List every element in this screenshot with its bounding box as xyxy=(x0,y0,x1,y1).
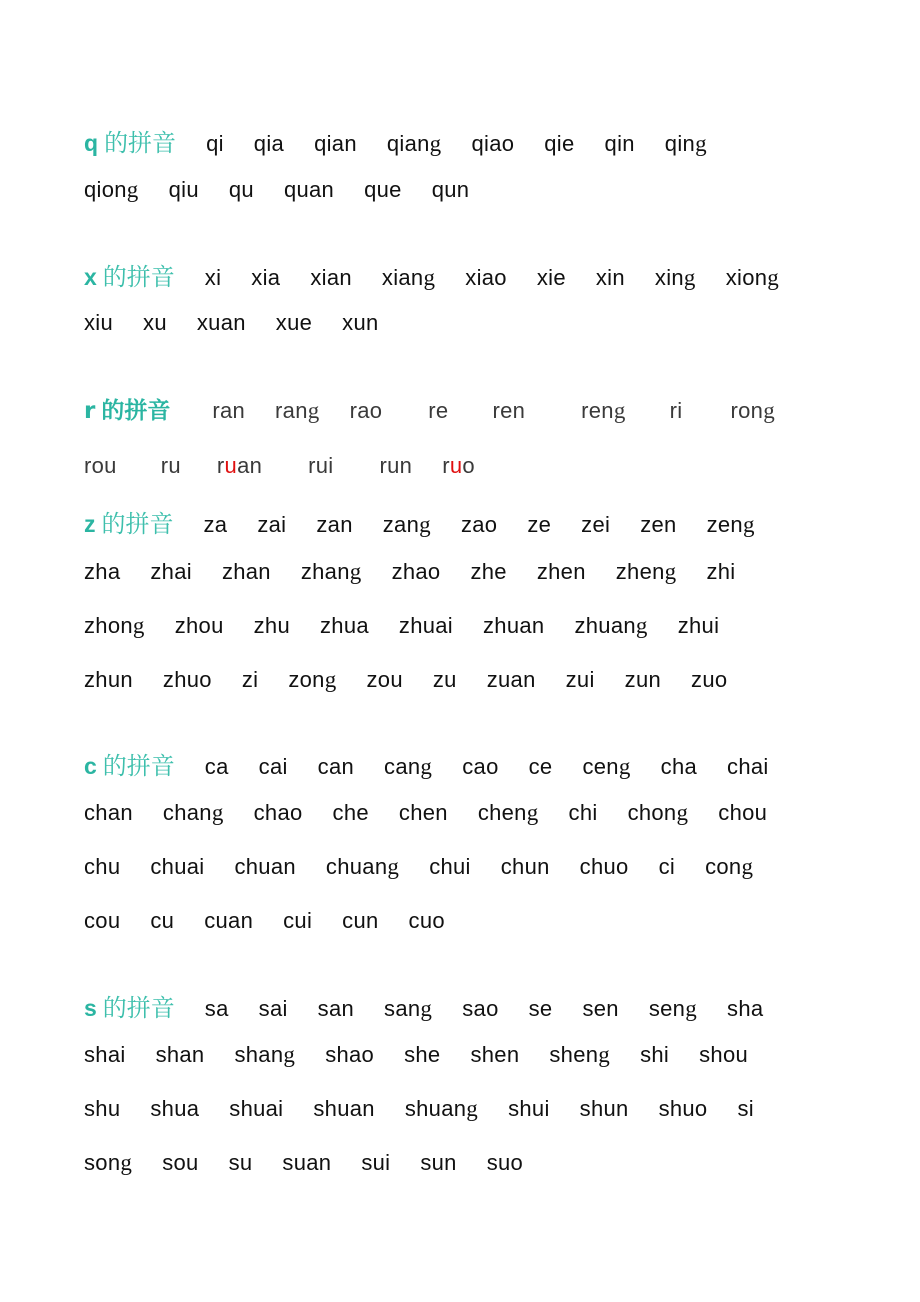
syllable: su xyxy=(228,1150,253,1175)
syllable: qiu xyxy=(168,177,199,202)
syllable: zhe xyxy=(470,559,507,584)
syllable: xian xyxy=(310,265,352,290)
heading-suffix: 的拼音 xyxy=(101,510,174,538)
syllable: cuo xyxy=(408,908,445,933)
syllable: chuan xyxy=(234,854,296,879)
syllable: qu xyxy=(228,177,254,202)
syllable: zi xyxy=(241,667,259,692)
syllable-row xyxy=(84,1042,748,1076)
syllable: zhuo xyxy=(162,667,212,692)
syllable: qi xyxy=(206,131,224,156)
syllable: cu xyxy=(150,908,175,933)
syllable: sang xyxy=(384,996,433,1021)
syllable-row xyxy=(84,453,475,487)
syllable-row xyxy=(84,746,769,780)
syllable: qing xyxy=(664,131,707,156)
syllable: si xyxy=(737,1096,754,1121)
syllable: zhong xyxy=(84,613,145,638)
syllable: xiao xyxy=(465,265,507,290)
initial-letter: s xyxy=(84,995,97,1021)
syllable: zang xyxy=(382,512,431,537)
syllable: can xyxy=(317,754,355,779)
initial-letter: x xyxy=(84,264,97,290)
syllable: ca xyxy=(204,754,229,779)
syllable: zhu xyxy=(253,613,290,638)
syllable: zhou xyxy=(174,613,224,638)
syllable: zong xyxy=(288,667,337,692)
syllable: xing xyxy=(654,265,696,290)
syllable-row xyxy=(84,177,469,211)
syllable: sui xyxy=(361,1150,391,1175)
syllable: zhai xyxy=(150,559,192,584)
heading-suffix: 的拼音 xyxy=(102,994,175,1022)
section-heading xyxy=(84,257,175,292)
syllable: qun xyxy=(431,177,470,202)
syllable: sai xyxy=(258,996,288,1021)
syllable: chuang xyxy=(325,854,400,879)
syllable-row xyxy=(84,800,767,834)
syllable: qin xyxy=(604,131,635,156)
syllable: sheng xyxy=(549,1042,611,1067)
syllable: shua xyxy=(150,1096,200,1121)
syllable: shuan xyxy=(313,1096,375,1121)
syllable: seng xyxy=(648,996,698,1021)
syllable-row xyxy=(84,908,445,942)
highlighted-letter: u xyxy=(449,453,463,478)
syllable: chuai xyxy=(150,854,205,879)
syllable: sun xyxy=(420,1150,457,1175)
syllable: san xyxy=(317,996,355,1021)
syllable-row xyxy=(84,667,727,701)
syllable: chui xyxy=(429,854,471,879)
syllable: rong xyxy=(730,398,775,423)
syllable: zhuai xyxy=(398,613,453,638)
syllable: cao xyxy=(462,754,499,779)
syllable: shuai xyxy=(229,1096,284,1121)
syllable: chun xyxy=(500,854,550,879)
syllable: zhao xyxy=(391,559,441,584)
syllable: suo xyxy=(486,1150,524,1175)
syllable: xia xyxy=(251,265,281,290)
syllable: quan xyxy=(283,177,335,202)
syllable: shuo xyxy=(658,1096,708,1121)
syllable: shuang xyxy=(404,1096,479,1121)
syllable: que xyxy=(364,177,402,202)
syllable: rui xyxy=(308,453,334,478)
syllable: shu xyxy=(84,1096,121,1121)
syllable: chang xyxy=(162,800,224,825)
syllable: chai xyxy=(727,754,769,779)
syllable: zui xyxy=(565,667,595,692)
syllable: chi xyxy=(568,800,598,825)
syllable: shui xyxy=(508,1096,550,1121)
syllable-row xyxy=(84,988,763,1022)
syllable: cheng xyxy=(477,800,539,825)
section-heading xyxy=(84,504,174,539)
syllable: she xyxy=(404,1042,441,1067)
syllable: rao xyxy=(349,398,383,423)
syllable: zun xyxy=(624,667,662,692)
syllable: sao xyxy=(462,996,499,1021)
syllable: qia xyxy=(253,131,285,156)
syllable: se xyxy=(528,996,553,1021)
syllable: chen xyxy=(398,800,448,825)
syllable: xiang xyxy=(381,265,436,290)
syllable: zeng xyxy=(706,512,755,537)
syllable: shan xyxy=(155,1042,205,1067)
syllable: ce xyxy=(528,754,553,779)
syllable: zai xyxy=(257,512,287,537)
syllable: cai xyxy=(258,754,288,779)
syllable: zhen xyxy=(536,559,586,584)
syllable: zei xyxy=(581,512,611,537)
syllable: shang xyxy=(234,1042,296,1067)
syllable: qiao xyxy=(471,131,515,156)
syllable: suan xyxy=(282,1150,332,1175)
syllable: ri xyxy=(669,398,683,423)
syllable: zuan xyxy=(486,667,536,692)
syllable: cun xyxy=(342,908,379,933)
syllable: rou xyxy=(84,453,117,478)
syllable: reng xyxy=(581,398,626,423)
syllable: che xyxy=(332,800,369,825)
syllable-row xyxy=(84,310,379,344)
syllable: song xyxy=(84,1150,133,1175)
syllable: xie xyxy=(536,265,566,290)
syllable: zhui xyxy=(677,613,720,638)
highlighted-letter: u xyxy=(224,453,238,478)
syllable: ran xyxy=(212,398,246,423)
heading-suffix: 的拼音 xyxy=(101,398,171,424)
syllable-row xyxy=(84,613,719,647)
syllable: zu xyxy=(432,667,457,692)
syllable: zhun xyxy=(84,667,133,692)
syllable: ceng xyxy=(582,754,631,779)
syllable: chao xyxy=(253,800,303,825)
initial-letter: z xyxy=(84,511,96,537)
heading-suffix: 的拼音 xyxy=(102,752,175,780)
syllable: xin xyxy=(595,265,625,290)
syllable: chou xyxy=(718,800,768,825)
syllable: zhuan xyxy=(483,613,545,638)
syllable: zen xyxy=(640,512,677,537)
heading-suffix: 的拼音 xyxy=(102,263,175,291)
syllable: xue xyxy=(275,310,313,335)
syllable: shi xyxy=(640,1042,670,1067)
syllable: zan xyxy=(316,512,353,537)
section-heading xyxy=(84,123,176,158)
section-heading xyxy=(84,988,175,1023)
syllable-row xyxy=(84,1096,754,1130)
initial-letter: r xyxy=(84,398,96,424)
syllable: qiang xyxy=(386,131,442,156)
syllable: qian xyxy=(314,131,357,156)
syllable-row xyxy=(84,504,755,538)
syllable: cang xyxy=(384,754,433,779)
syllable: shou xyxy=(699,1042,749,1067)
syllable: xiu xyxy=(84,310,114,335)
syllable: shai xyxy=(84,1042,126,1067)
syllable: chong xyxy=(627,800,689,825)
syllable: zhua xyxy=(320,613,369,638)
syllable: cuan xyxy=(204,908,254,933)
syllable-row xyxy=(84,257,779,291)
syllable: chan xyxy=(84,800,133,825)
syllable-row xyxy=(84,1150,523,1184)
section-heading xyxy=(84,746,175,781)
syllable: xun xyxy=(342,310,379,335)
syllable: rang xyxy=(275,398,320,423)
syllable: xuan xyxy=(196,310,246,335)
syllable: zhan xyxy=(221,559,271,584)
syllable: zao xyxy=(460,512,498,537)
syllable: zhang xyxy=(300,559,362,584)
syllable: xi xyxy=(204,265,222,290)
syllable: ruo xyxy=(442,453,475,478)
syllable: re xyxy=(428,398,449,423)
syllable: zha xyxy=(84,559,121,584)
syllable: ru xyxy=(160,453,181,478)
syllable: zhi xyxy=(706,559,736,584)
syllable: ruan xyxy=(216,453,263,478)
syllable: qiong xyxy=(84,177,139,202)
syllable: cha xyxy=(660,754,698,779)
syllable: cou xyxy=(84,908,121,933)
syllable: xu xyxy=(143,310,167,335)
section-heading xyxy=(84,392,170,425)
heading-suffix: 的拼音 xyxy=(104,129,177,157)
syllable: ci xyxy=(658,854,676,879)
syllable: cong xyxy=(705,854,754,879)
syllable: shun xyxy=(579,1096,629,1121)
syllable-row xyxy=(84,854,753,888)
initial-letter: c xyxy=(84,753,97,779)
initial-letter: q xyxy=(84,130,99,156)
syllable: sen xyxy=(582,996,619,1021)
syllable: cui xyxy=(283,908,313,933)
syllable: zheng xyxy=(615,559,677,584)
syllable: sa xyxy=(204,996,229,1021)
syllable: zhuang xyxy=(574,613,648,638)
syllable: zuo xyxy=(691,667,728,692)
syllable: ze xyxy=(527,512,552,537)
syllable: run xyxy=(379,453,413,478)
syllable: chuo xyxy=(579,854,629,879)
syllable-row xyxy=(84,123,707,157)
syllable: sou xyxy=(162,1150,199,1175)
syllable: zou xyxy=(366,667,403,692)
syllable-row xyxy=(84,392,775,426)
syllable: ren xyxy=(492,398,526,423)
syllable: za xyxy=(203,512,228,537)
syllable: sha xyxy=(727,996,764,1021)
syllable: qie xyxy=(544,131,575,156)
syllable: shen xyxy=(470,1042,520,1067)
syllable: chu xyxy=(84,854,121,879)
syllable-row xyxy=(84,559,736,593)
syllable: shao xyxy=(325,1042,375,1067)
syllable: xiong xyxy=(725,265,780,290)
